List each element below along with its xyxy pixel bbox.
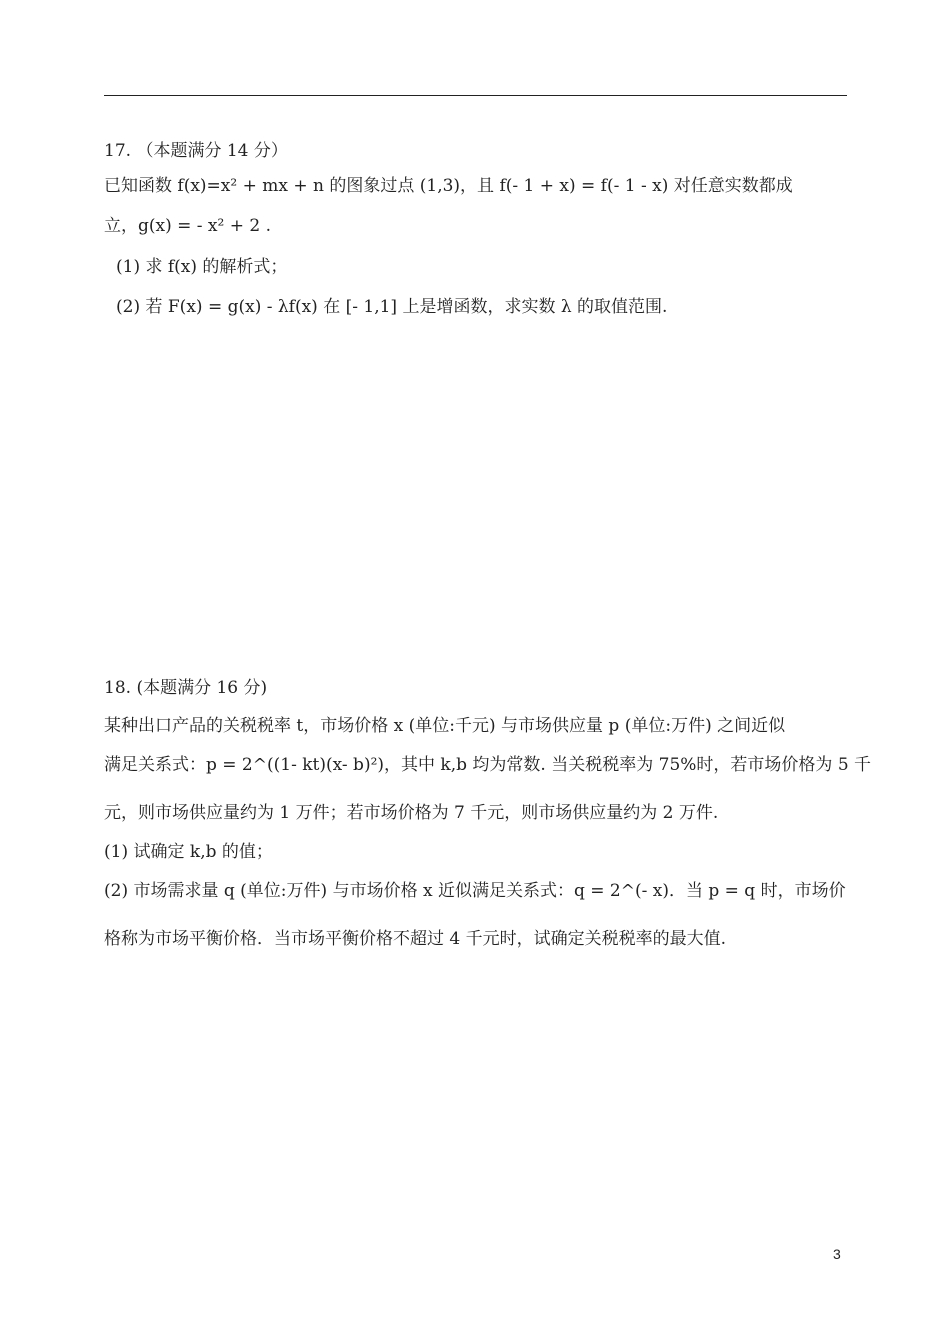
q18-heading: 18. (本题满分 16 分) [104, 678, 268, 698]
q17-part-2: (2) 若 F(x) = g(x) - λf(x) 在 [- 1,1] 上是增函数，求实数 λ 的取值范围. [116, 297, 668, 317]
q18-stem-line-3: 元，则市场供应量约为 1 万件；若市场价格为 7 千元，则市场供应量约为 2 万件. [104, 803, 719, 823]
q17-part-1: (1) 求 f(x) 的解析式； [116, 257, 288, 277]
q18-stem-line-2: 满足关系式：p = 2^((1- kt)(x- b)²)，其中 k,b 均为常数. 当关税税率为 75%时，若市场价格为 5 千 [104, 755, 872, 775]
q18-stem-line-1: 某种出口产品的关税税率 t，市场价格 x (单位:千元) 与市场供应量 p (单位:万件) 之间近似 [104, 716, 786, 736]
q18-part-2-line-2: 格称为市场平衡价格．当市场平衡价格不超过 4 千元时，试确定关税税率的最大值. [104, 929, 727, 949]
q18-part-2-line-1: (2) 市场需求量 q (单位:万件) 与市场价格 x 近似满足关系式：q = 2^(- x)．当 p = q 时，市场价 [104, 881, 846, 901]
q18-part-1: (1) 试确定 k,b 的值； [104, 842, 273, 862]
page-number: 3 [833, 1246, 841, 1262]
q17-heading: 17. （本题满分 14 分） [104, 141, 288, 161]
q17-stem-line-2: 立，g(x) = - x² + 2 . [104, 216, 272, 236]
q17-stem-line-1: 已知函数 f(x)=x² + mx + n 的图象过点 (1,3)，且 f(- 1 + x) = f(- 1 - x) 对任意实数都成 [104, 176, 793, 196]
header-rule [104, 95, 847, 96]
